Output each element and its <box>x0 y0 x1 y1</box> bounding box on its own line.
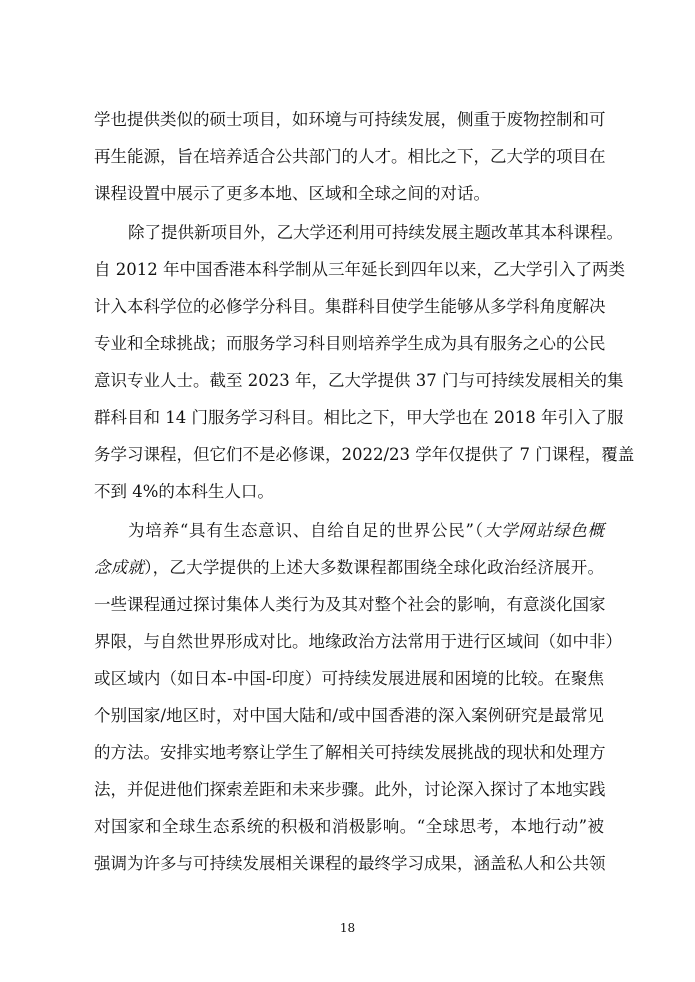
paragraph-line: 强调为许多与可持续发展相关课程的最终学习成果，涵盖私人和公共领 <box>94 854 606 873</box>
paragraph-line: 法，并促进他们探索差距和未来步骤。此外，讨论深入探讨了本地实践 <box>94 780 606 799</box>
paragraph-line: 或区域内（如日本-中国-印度）可持续发展进展和困境的比较。在聚焦 <box>94 669 604 688</box>
paragraph-line <box>128 517 604 545</box>
paragraph-text: 为培养“具有生态意识、自给自足的世界公民”（ <box>128 521 484 540</box>
paragraph-line: 专业和全球挑战；而服务学习科目则培养学生成为具有服务之心的公民 <box>94 334 606 353</box>
paragraph-text: ），乙大学提供的上述大多数课程都围绕全球化政治经济展开。 <box>144 558 605 577</box>
page-number: 18 <box>339 921 356 935</box>
paragraph-line: 意识专业人士。截至 2023 年，乙大学提供 37 门与可持续发展相关的集 <box>94 371 624 390</box>
paragraph-line: 务学习课程，但它们不是必修课，2022/23 学年仅提供了 7 门课程，覆盖 <box>94 445 635 464</box>
paragraph-line: 一些课程通过探讨集体人类行为及其对整个社会的影响，有意淡化国家 <box>94 595 606 614</box>
paragraph-line: 的方法。安排实地考察让学生了解相关可持续发展挑战的现状和处理方 <box>94 743 606 762</box>
paragraph-line <box>94 554 604 582</box>
paragraph-line: 不到 4%的本科生人口。 <box>94 482 274 501</box>
paragraph-line: 对国家和全球生态系统的积极和消极影响。“全球思考，本地行动”被 <box>94 817 604 836</box>
paragraph-line: 除了提供新项目外，乙大学还利用可持续发展主题改革其本科课程。 <box>128 223 623 242</box>
paragraph-line: 自 2012 年中国香港本科学制从三年延长到四年以来，乙大学引入了两类 <box>94 260 625 279</box>
paragraph-line: 界限，与自然世界形成对比。地缘政治方法常用于进行区域间（如中非） <box>94 632 622 651</box>
italic-source-title: 大学网站绿色概 <box>483 521 604 540</box>
paragraph-line: 群科目和 14 门服务学习科目。相比之下，甲大学也在 2018 年引入了服 <box>94 408 624 427</box>
paragraph-line: 计入本科学位的必修学分科目。集群科目使学生能够从多学科角度解决 <box>94 297 606 316</box>
italic-source-title: 念成就 <box>94 558 145 577</box>
paragraph-line: 课程设置中展示了更多本地、区域和全球之间的对话。 <box>94 184 490 203</box>
paragraph-line: 个别国家/地区时，对中国大陆和/或中国香港的深入案例研究是最常见 <box>94 706 604 725</box>
paragraph-line: 学也提供类似的硕士项目，如环境与可持续发展，侧重于废物控制和可 <box>94 110 606 129</box>
paragraph-line: 再生能源，旨在培养适合公共部门的人才。相比之下，乙大学的项目在 <box>94 147 606 166</box>
